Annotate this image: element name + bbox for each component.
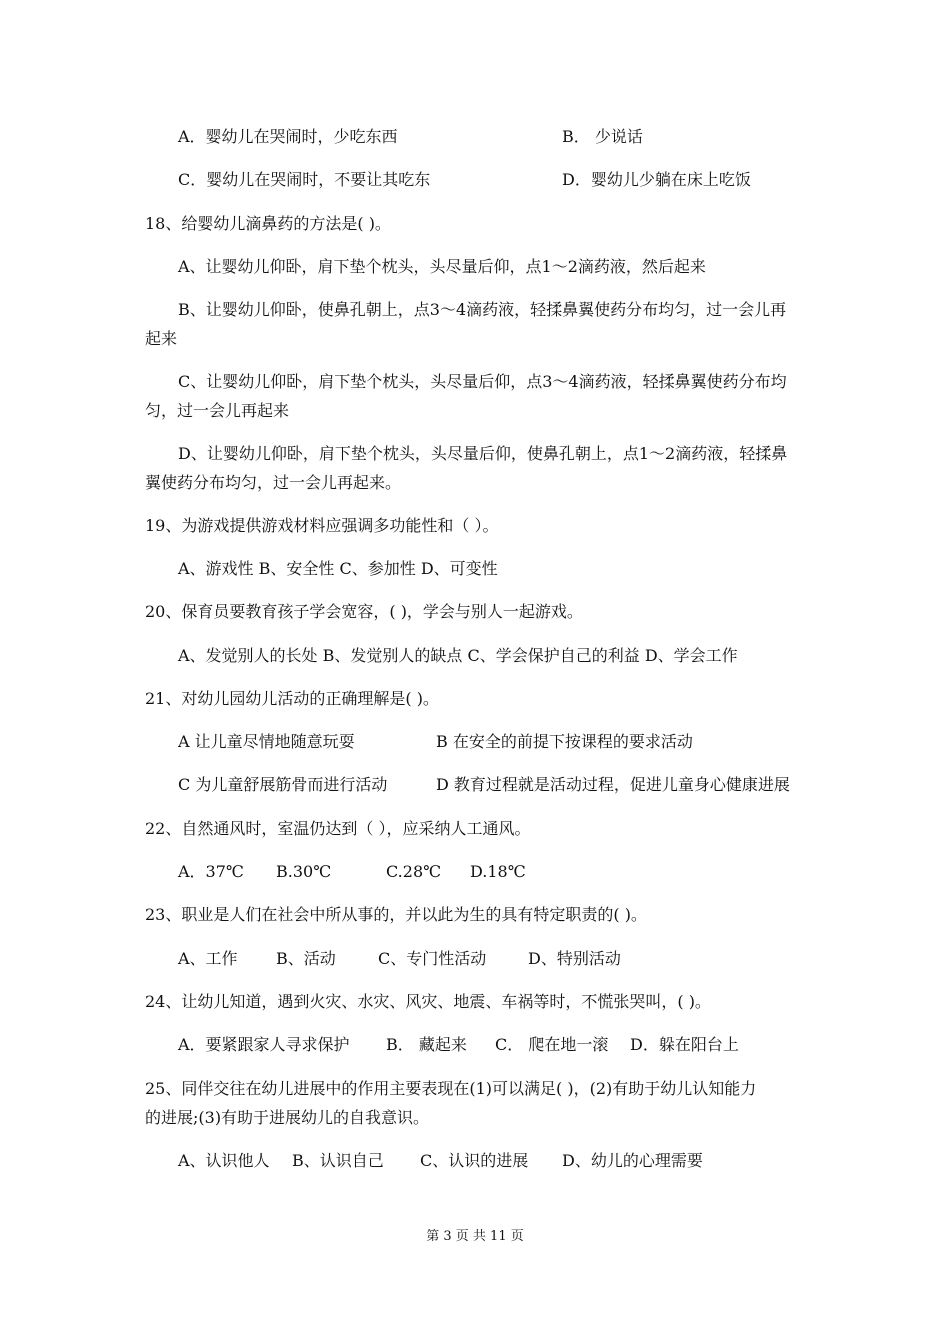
q24-option-d: D．躲在阳台上: [630, 1035, 739, 1054]
q21-option-c: C 为儿童舒展筋骨而进行活动: [178, 775, 388, 794]
q18-option-d: D、让婴幼儿仰卧，肩下垫个枕头，头尽量后仰，使鼻孔朝上，点1～2滴药液，轻揉鼻: [178, 444, 788, 463]
q18-option-b: B、让婴幼儿仰卧，使鼻孔朝上，点3～4滴药液，轻揉鼻翼使药分布均匀，过一会儿再: [178, 300, 787, 319]
q19-question: 19、为游戏提供游戏材料应强调多功能性和（ ）。: [145, 516, 499, 535]
q18-option-c: C、让婴幼儿仰卧，肩下垫个枕头，头尽量后仰，点3～4滴药液，轻揉鼻翼使药分布均: [178, 372, 787, 391]
q24-option-c: C． 爬在地一滚: [495, 1035, 609, 1054]
q24-option-a: A．要紧跟家人寻求保护: [178, 1035, 350, 1054]
q23-question: 23、职业是人们在社会中所从事的，并以此为生的具有特定职责的( )。: [145, 905, 647, 924]
q20-question: 20、保育员要教育孩子学会宽容，( )，学会与别人一起游戏。: [145, 602, 583, 621]
q25-question: 25、同伴交往在幼儿进展中的作用主要表现在(1)可以满足( )，(2)有助于幼儿认知能力: [145, 1079, 757, 1098]
q18-option-d-cont: 翼使药分布均匀，过一会儿再起来。: [145, 473, 402, 492]
q24-option-b: B． 藏起来: [386, 1035, 467, 1054]
q22-option-d: D.18℃: [470, 862, 526, 881]
page-number: 第 3 页 共 11 页: [426, 1229, 524, 1244]
q22-option-b: B.30℃: [276, 862, 332, 881]
q17-option-a: A．婴幼儿在哭闹时，少吃东西: [178, 127, 398, 146]
q21-question: 21、对幼儿园幼儿活动的正确理解是( )。: [145, 689, 439, 708]
q25-option-c: C、认识的进展: [420, 1151, 529, 1170]
q23-option-d: D、特别活动: [528, 949, 621, 968]
q21-option-d: D 教育过程就是活动过程，促进儿童身心健康进展: [436, 775, 790, 794]
q23-option-a: A、工作: [178, 949, 238, 968]
q20-options: A、发觉别人的长处 B、发觉别人的缺点 C、学会保护自己的利益 D、学会工作: [178, 646, 738, 665]
q24-question: 24、让幼儿知道，遇到火灾、水灾、风灾、地震、车祸等时，不慌张哭叫，( )。: [145, 992, 711, 1011]
q17-option-b: B． 少说话: [562, 127, 643, 146]
q18-option-c-cont: 匀，过一会儿再起来: [145, 401, 290, 420]
q25-option-d: D、幼儿的心理需要: [562, 1151, 703, 1170]
q23-option-c: C、专门性活动: [378, 949, 487, 968]
q18-option-a: A、让婴幼儿仰卧，肩下垫个枕头，头尽量后仰，点1～2滴药液，然后起来: [178, 257, 706, 276]
q17-option-c: C．婴幼儿在哭闹时，不要让其吃东: [178, 170, 431, 189]
q21-option-b: B 在安全的前提下按课程的要求活动: [436, 732, 693, 751]
q25-option-b: B、认识自己: [292, 1151, 384, 1170]
q18-option-b-cont: 起来: [145, 329, 178, 348]
q23-option-b: B、活动: [276, 949, 336, 968]
q25-option-a: A、认识他人: [178, 1151, 270, 1170]
q22-option-c: C.28℃: [386, 862, 442, 881]
q22-question: 22、自然通风时，室温仍达到（ ），应采纳人工通风。: [145, 819, 531, 838]
q18-question: 18、给婴幼儿滴鼻药的方法是( )。: [145, 214, 391, 233]
q25-question-cont: 的进展;(3)有助于进展幼儿的自我意识。: [145, 1108, 430, 1127]
q19-options: A、游戏性 B、安全性 C、参加性 D、可变性: [178, 559, 498, 578]
q17-option-d: D．婴幼儿少躺在床上吃饭: [562, 170, 751, 189]
q22-option-a: A．37℃: [178, 862, 244, 881]
q21-option-a: A 让儿童尽情地随意玩耍: [178, 732, 355, 751]
